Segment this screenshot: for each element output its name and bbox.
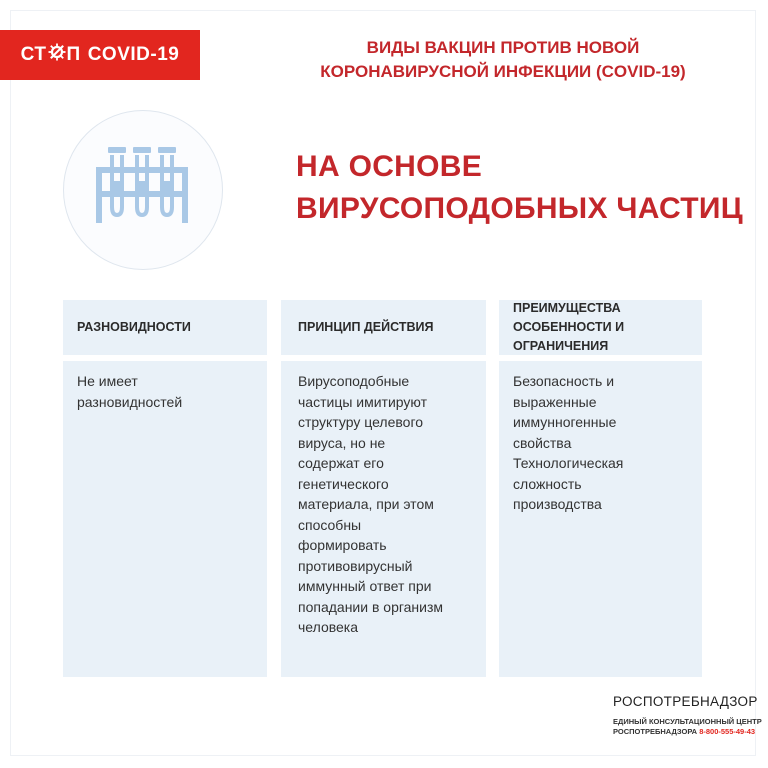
body-line: Не имеет (77, 373, 138, 389)
column-header-mechanism (281, 300, 486, 355)
column-header-advantages (499, 300, 702, 355)
stop-covid-badge (0, 30, 200, 80)
column-body-advantages (499, 361, 702, 677)
body-line: частицы имитируют (298, 393, 428, 410)
column-header-text: ОСОБЕННОСТИ И ОГРАНИЧЕНИЯ (513, 320, 625, 353)
body-line: иммунногенные (513, 414, 617, 430)
column-body-varieties (63, 361, 267, 677)
header-title-line: ВИДЫ ВАКЦИН ПРОТИВ НОВОЙ (366, 38, 640, 57)
body-line: материала, при этом (298, 496, 434, 512)
footer-line-phone (613, 727, 755, 736)
body-line: свойства (513, 434, 572, 451)
footer-line-center: ЕДИНЫЙ КОНСУЛЬТАЦИОННЫЙ ЦЕНТР (613, 717, 762, 726)
body-line: Технологическая (513, 455, 624, 471)
column-header-varieties (63, 300, 267, 355)
header-title-line: КОРОНАВИРУСНОЙ ИНФЕКЦИИ (COVID-19) (320, 62, 686, 81)
column-header-text: РАЗНОВИДНОСТИ (77, 320, 191, 334)
body-line: Безопасность и (513, 373, 615, 389)
body-line: Вирусоподобные (298, 373, 410, 389)
column-header-text: ПРИНЦИП ДЕЙСТВИЯ (298, 320, 434, 334)
stop-text-end: П (66, 44, 81, 65)
body-line: формировать (298, 537, 387, 553)
body-line: вируса, но не (298, 434, 386, 451)
body-line: попадании в организм (298, 598, 444, 615)
footer-phone[interactable]: 8-800-555-49-43 (699, 727, 756, 736)
column-body-mechanism (281, 361, 486, 677)
body-line: разновидностей (77, 393, 183, 410)
test-tubes-icon (96, 147, 188, 228)
body-line: содержат его (298, 455, 384, 471)
column-header-text: ПРЕИМУЩЕСТВА (513, 301, 621, 315)
footer-org-name: РОСПОТРЕБНАДЗОР (613, 694, 758, 709)
header-title (296, 36, 710, 84)
body-line: генетического (298, 475, 389, 492)
stop-text: СТ (20, 44, 47, 65)
body-line: противовирусный (298, 557, 413, 574)
virus-icon (48, 43, 66, 67)
body-line: выраженные (513, 393, 597, 410)
main-title-line: ВИРУСОПОДОБНЫХ ЧАСТИЦ (296, 192, 743, 225)
body-line: производства (513, 496, 602, 512)
body-line: способны (298, 516, 362, 533)
body-line: сложность (513, 475, 582, 492)
main-title-line: НА ОСНОВЕ (296, 150, 483, 183)
covid-text: COVID-19 (87, 44, 180, 65)
body-line: человека (298, 619, 359, 635)
footer-org-short: РОСПОТРЕБНАДЗОРА (613, 727, 698, 736)
body-line: иммунный ответ при (298, 578, 432, 594)
main-title (296, 146, 743, 230)
body-line: структуру целевого (298, 414, 424, 430)
